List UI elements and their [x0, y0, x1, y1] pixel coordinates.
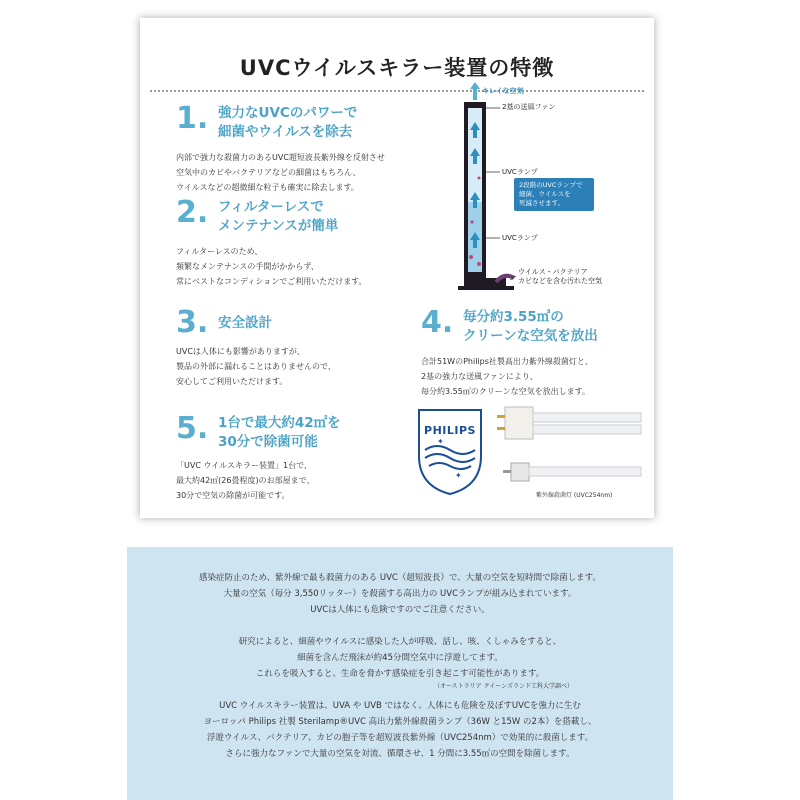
feature-heading: 強力なUVCのパワーで 細菌やウイルスを除去 — [218, 105, 358, 140]
panel-line: 細菌を含んだ飛沫が約45分間空気中に浮遊してます。 — [297, 653, 503, 663]
uvc-callout: 2段階のUVCランプで 細菌、ウイルスを 死滅させます。 — [514, 178, 594, 211]
philips-logo — [415, 406, 485, 496]
panel-line: さらに強力なファンで大量の空気を対流、循環させ、1 分間に3.55㎥の空間を除菌します。 — [225, 749, 575, 759]
panel-line: 大量の空気（毎分 3,550リッター）を殺菌する高出力の UVCランプが組み込まれています。 — [223, 589, 577, 599]
clean-air-label: キレイな空気 — [482, 87, 524, 95]
panel-line: これらを吸入すると、生命を脅かす感染症を引き起こす可能性があります。 — [255, 669, 545, 679]
fans-label: 2基の送風ファン — [502, 103, 556, 111]
panel-source: （オーストラリア クイーンズランド工科大学調べ） — [433, 683, 573, 690]
feature-body: 内部で強力な殺菌力のあるUVC超短波長紫外線を反射させ 空気中のカビやバクテリアなどの細菌はもちろん、 ウイルスなどの超微細な粒子も確実に除去します。 — [176, 153, 385, 192]
panel-line: UVCは人体にも危険ですのでご注意ください。 — [310, 605, 490, 615]
page-title: UVCウイルスキラー装置の特徴 — [239, 56, 555, 80]
feature-number: 3. — [176, 305, 209, 340]
feature-number: 1. — [176, 101, 209, 136]
svg-text:✦: ✦ — [437, 437, 444, 446]
feature-body: UVCは人体にも影響がありますが、 製品の外部に漏れることはありませんので、 安心してご利用いただけます。 — [176, 347, 336, 386]
feature-body: フィルターレスのため、 頻繁なメンテナンスの手間がかからず、 常にベストなコンディションでご利用いただけます。 — [176, 247, 367, 286]
feature-heading: 安全設計 — [218, 315, 272, 331]
feature-number: 5. — [176, 411, 209, 446]
info-panel — [127, 547, 673, 800]
dirty-air-label: ウイルス・バクテリア カビなどを含む汚れた空気 — [518, 268, 602, 285]
feature-heading: フィルターレスで メンテナンスが簡単 — [218, 199, 339, 234]
panel-line: UVC ウイルスキラー装置は、UVA や UVB ではなく、人体にも危険を及ぼすUVCを強力に生む — [219, 701, 581, 711]
uvc-lamp-top-label: UVCランプ — [502, 168, 538, 176]
panel-line: 感染症防止のため、紫外線で最も殺菌力のある UVC（超短波長）で、大量の空気を短時間で除菌します。 — [199, 573, 601, 583]
uvc-lamp-bottom-label: UVCランプ — [502, 234, 538, 242]
feature-heading: 1台で最大約42㎡を 30分で除菌可能 — [218, 415, 341, 450]
feature-body: 「UVC ウイルスキラー装置」1台で、 最大約42㎡(26畳程度)のお部屋まで、 30分で空気の除菌が可能です。 — [176, 461, 315, 500]
panel-line: 浮遊ウイルス、バクテリア、カビの胞子等を超短波長紫外線（UVC254nm）で効果的に殺菌します。 — [206, 733, 594, 743]
panel-line: ヨーロッパ Philips 社製 Sterilamp®UVC 高出力紫外線殺菌ランプ（36W と15W の2本）を搭載し、 — [203, 717, 597, 727]
panel-line: 研究によると、細菌やウイルスに感染した人が呼吸、話し、咳、くしゃみをすると、 — [238, 637, 562, 647]
feature-heading: 毎分約3.55㎥の クリーンな空気を放出 — [463, 309, 598, 344]
purifier-diagram — [456, 82, 646, 298]
features-card — [140, 18, 654, 518]
lamp-caption: 紫外線殺菌灯 (UVC254nm) — [536, 492, 613, 499]
uvc-lamps-image — [495, 403, 645, 503]
philips-brand: PHILIPS — [424, 424, 476, 437]
feature-number: 4. — [421, 305, 454, 340]
feature-body: 合計51WのPhilips社製高出力紫外線殺菌灯と、 2基の強力な送風ファンにより、 毎分約3.55㎥のクリーンな空気を放出します。 — [421, 357, 593, 396]
feature-number: 2. — [176, 195, 209, 230]
svg-text:✦: ✦ — [455, 471, 462, 480]
